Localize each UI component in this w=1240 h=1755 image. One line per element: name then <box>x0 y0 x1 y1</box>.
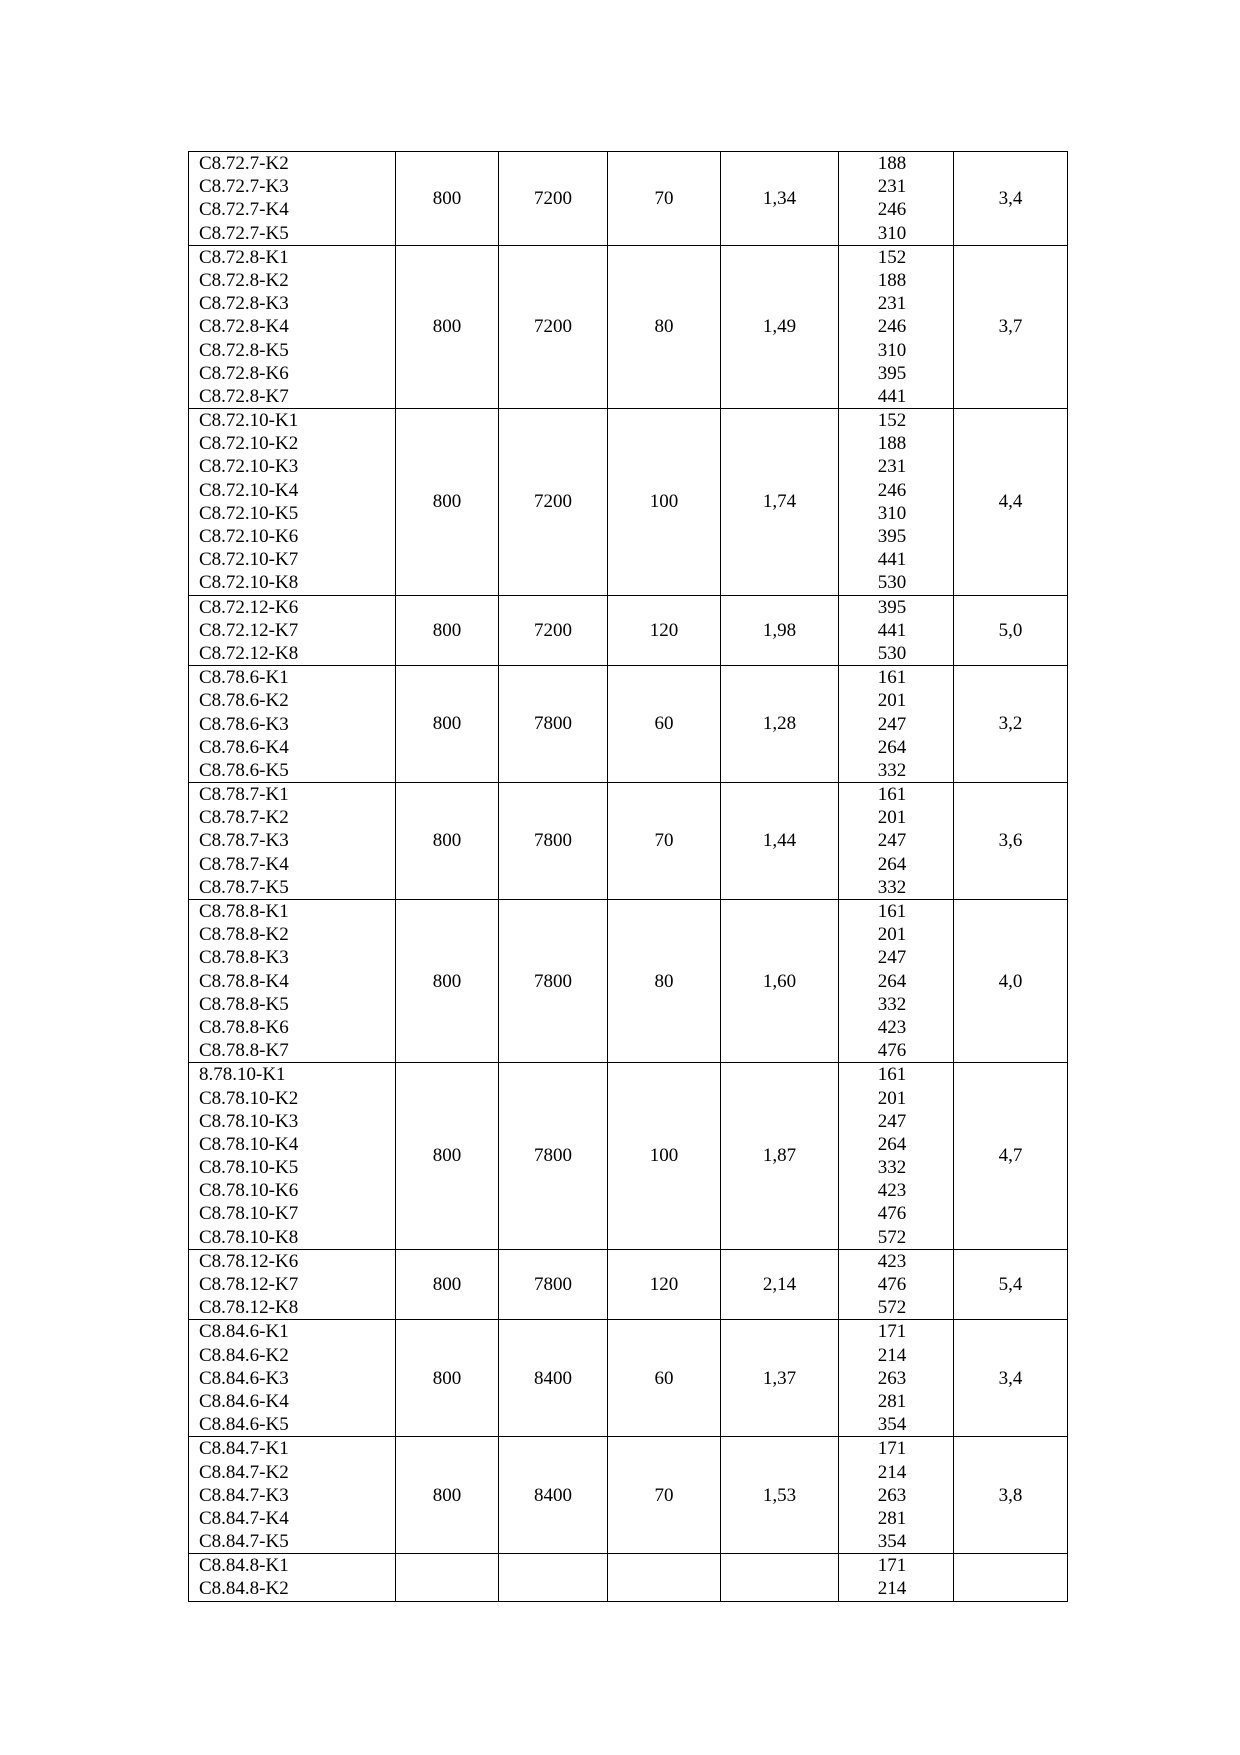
load-value: 161 <box>877 667 907 689</box>
load-value: 171 <box>877 1321 907 1343</box>
cell-value-c: 70 <box>608 1437 721 1554</box>
cell-mark-codes <box>189 1554 396 1601</box>
mark-code: C8.78.12-K8 <box>199 1297 299 1319</box>
load-value: 214 <box>877 1578 907 1600</box>
cell-value-d: 2,14 <box>721 1249 839 1320</box>
cell-value-c: 120 <box>608 595 721 666</box>
mark-code: C8.72.8-K7 <box>199 385 289 407</box>
table-row <box>189 152 1068 246</box>
mark-code: C8.78.7-K5 <box>199 876 289 898</box>
load-value: 247 <box>877 1110 907 1132</box>
mark-code: C8.84.6-K2 <box>199 1344 289 1366</box>
load-value: 171 <box>877 1555 907 1577</box>
cell-value-a: 800 <box>396 1437 499 1554</box>
cell-value-d: 1,44 <box>721 783 839 900</box>
load-value: 264 <box>877 736 907 758</box>
mark-code: C8.78.8-K4 <box>199 970 289 992</box>
load-value: 246 <box>877 199 907 221</box>
load-value: 188 <box>877 269 907 291</box>
cell-value-e: 4,7 <box>954 1063 1068 1250</box>
cell-value-e: 3,8 <box>954 1437 1068 1554</box>
cell-loads <box>839 1554 954 1601</box>
mark-code: C8.78.6-K3 <box>199 713 289 735</box>
table-row <box>189 1554 1068 1601</box>
mark-code: C8.78.10-K5 <box>199 1157 299 1179</box>
mark-code: C8.78.8-K7 <box>199 1040 289 1062</box>
load-value: 263 <box>877 1367 907 1389</box>
cell-mark-codes <box>189 1320 396 1437</box>
load-value: 530 <box>877 572 907 594</box>
load-value: 201 <box>877 807 907 829</box>
load-value: 310 <box>877 222 907 244</box>
mark-code: C8.72.10-K5 <box>199 502 299 524</box>
mark-code: C8.78.8-K3 <box>199 947 289 969</box>
load-value: 441 <box>877 619 907 641</box>
mark-code: C8.78.8-K1 <box>199 901 289 922</box>
cell-mark-codes <box>189 1437 396 1554</box>
mark-code: C8.78.8-K2 <box>199 924 289 946</box>
cell-loads <box>839 595 954 666</box>
table-row <box>189 783 1068 900</box>
cell-value-c <box>608 1554 721 1601</box>
cell-value-a: 800 <box>396 666 499 783</box>
cell-mark-codes <box>189 900 396 1063</box>
cell-mark-codes <box>189 1249 396 1320</box>
mark-code: C8.72.8-K5 <box>199 339 289 361</box>
load-value: 171 <box>877 1438 907 1460</box>
cell-value-a: 800 <box>396 152 499 246</box>
load-value: 214 <box>877 1461 907 1483</box>
table-body <box>189 152 1068 1602</box>
cell-value-d: 1,49 <box>721 245 839 408</box>
cell-mark-codes <box>189 1063 396 1250</box>
mark-code: C8.72.7-K3 <box>199 176 289 198</box>
load-value: 423 <box>877 1016 907 1038</box>
cell-loads <box>839 245 954 408</box>
load-value: 530 <box>877 642 907 664</box>
mark-code: C8.78.7-K3 <box>199 830 289 852</box>
load-value: 310 <box>877 502 907 524</box>
cell-value-b: 7200 <box>499 245 608 408</box>
cell-value-e: 4,0 <box>954 900 1068 1063</box>
cell-value-b: 7800 <box>499 900 608 1063</box>
cell-value-c: 60 <box>608 666 721 783</box>
mark-code: C8.72.8-K6 <box>199 362 289 384</box>
mark-code: C8.78.6-K1 <box>199 667 289 689</box>
load-value: 476 <box>877 1203 907 1225</box>
cell-value-b: 7800 <box>499 783 608 900</box>
cell-value-a: 800 <box>396 783 499 900</box>
mark-code: C8.78.12-K6 <box>199 1250 299 1272</box>
load-value: 247 <box>877 830 907 852</box>
cell-value-e: 5,4 <box>954 1249 1068 1320</box>
cell-value-a: 800 <box>396 409 499 596</box>
mark-code: C8.84.6-K4 <box>199 1390 289 1412</box>
cell-value-c: 60 <box>608 1320 721 1437</box>
mark-code: C8.84.6-K3 <box>199 1367 289 1389</box>
load-value: 423 <box>877 1250 907 1272</box>
load-value: 231 <box>877 293 907 315</box>
mark-code: C8.72.10-K6 <box>199 526 299 547</box>
mark-code: C8.72.8-K2 <box>199 269 289 291</box>
cell-value-b <box>499 1554 608 1601</box>
load-value: 572 <box>877 1226 907 1248</box>
cell-value-a: 800 <box>396 1249 499 1320</box>
mark-code: C8.84.7-K5 <box>199 1531 289 1553</box>
table-row <box>189 1249 1068 1320</box>
load-value: 152 <box>877 410 907 432</box>
mark-code: C8.78.8-K5 <box>199 993 289 1015</box>
load-value: 441 <box>877 549 907 571</box>
cell-mark-codes <box>189 409 396 596</box>
cell-value-b: 8400 <box>499 1320 608 1437</box>
cell-value-d: 1,53 <box>721 1437 839 1554</box>
table-row <box>189 1437 1068 1554</box>
table-row <box>189 245 1068 408</box>
load-value: 246 <box>877 479 907 501</box>
cell-value-d: 1,34 <box>721 152 839 246</box>
mark-code: C8.78.10-K4 <box>199 1133 299 1155</box>
mark-code: C8.78.10-K8 <box>199 1226 299 1248</box>
cell-value-c: 100 <box>608 1063 721 1250</box>
cell-value-b: 7800 <box>499 666 608 783</box>
load-value: 152 <box>877 246 907 268</box>
cell-value-e <box>954 1554 1068 1601</box>
mark-code: C8.78.10-K3 <box>199 1110 299 1132</box>
load-value: 201 <box>877 690 907 712</box>
load-value: 423 <box>877 1180 907 1202</box>
load-value: 264 <box>877 1133 907 1155</box>
cell-loads <box>839 783 954 900</box>
table-row <box>189 409 1068 596</box>
load-value: 201 <box>877 924 907 946</box>
load-value: 188 <box>877 153 907 174</box>
cell-value-a: 800 <box>396 1320 499 1437</box>
mark-code: C8.78.6-K2 <box>199 690 289 712</box>
table-row <box>189 1320 1068 1437</box>
cell-value-b: 7800 <box>499 1063 608 1250</box>
load-value: 263 <box>877 1484 907 1506</box>
load-value: 332 <box>877 876 907 898</box>
cell-value-e: 3,7 <box>954 245 1068 408</box>
mark-code: C8.72.12-K8 <box>199 642 299 664</box>
cell-value-c: 70 <box>608 783 721 900</box>
cell-loads <box>839 1249 954 1320</box>
cell-value-d: 1,74 <box>721 409 839 596</box>
mark-code: C8.78.10-K6 <box>199 1180 299 1202</box>
mark-code: C8.84.7-K3 <box>199 1484 289 1506</box>
mark-code: C8.78.8-K6 <box>199 1016 289 1038</box>
cell-value-c: 80 <box>608 900 721 1063</box>
mark-code: C8.72.8-K1 <box>199 246 289 268</box>
cell-value-a <box>396 1554 499 1601</box>
mark-code: C8.72.10-K7 <box>199 549 299 571</box>
mark-code: C8.72.10-K8 <box>199 572 299 594</box>
cell-value-d: 1,28 <box>721 666 839 783</box>
load-value: 161 <box>877 1064 907 1086</box>
load-value: 354 <box>877 1414 907 1436</box>
mark-code: C8.84.7-K1 <box>199 1438 289 1460</box>
mark-code: C8.72.7-K5 <box>199 222 289 244</box>
load-value: 281 <box>877 1390 907 1412</box>
load-value: 231 <box>877 456 907 478</box>
load-value: 161 <box>877 784 907 806</box>
cell-mark-codes <box>189 152 396 246</box>
cell-value-e: 5,0 <box>954 595 1068 666</box>
mark-code: C8.72.10-K3 <box>199 456 299 478</box>
cell-value-e: 3,4 <box>954 1320 1068 1437</box>
mark-code: C8.78.10-K2 <box>199 1087 299 1109</box>
load-value: 161 <box>877 901 907 922</box>
cell-mark-codes <box>189 595 396 666</box>
mark-code: C8.84.6-K1 <box>199 1321 289 1343</box>
cell-value-c: 70 <box>608 152 721 246</box>
cell-value-a: 800 <box>396 900 499 1063</box>
cell-value-e: 4,4 <box>954 409 1068 596</box>
load-value: 310 <box>877 339 907 361</box>
load-value: 231 <box>877 176 907 198</box>
mark-code: C8.72.7-K2 <box>199 153 289 174</box>
cell-loads <box>839 666 954 783</box>
cell-value-d: 1,98 <box>721 595 839 666</box>
cell-loads <box>839 900 954 1063</box>
table-row <box>189 595 1068 666</box>
mark-code: C8.84.8-K1 <box>199 1555 289 1577</box>
mark-code: C8.78.6-K5 <box>199 759 289 781</box>
mark-code: C8.84.6-K5 <box>199 1414 289 1436</box>
cell-value-b: 7800 <box>499 1249 608 1320</box>
mark-code: C8.78.7-K1 <box>199 784 289 806</box>
cell-value-e: 3,2 <box>954 666 1068 783</box>
load-value: 247 <box>877 713 907 735</box>
load-value: 332 <box>877 759 907 781</box>
mark-code: C8.72.7-K4 <box>199 199 289 221</box>
load-value: 247 <box>877 947 907 969</box>
mark-code: C8.78.7-K2 <box>199 807 289 829</box>
load-value: 441 <box>877 385 907 407</box>
load-value: 395 <box>877 526 907 547</box>
cell-loads <box>839 152 954 246</box>
cell-value-a: 800 <box>396 595 499 666</box>
cell-loads <box>839 1063 954 1250</box>
mark-code: C8.84.7-K2 <box>199 1461 289 1483</box>
cell-value-b: 7200 <box>499 595 608 666</box>
cell-value-d: 1,37 <box>721 1320 839 1437</box>
load-value: 395 <box>877 596 907 618</box>
cell-value-e: 3,4 <box>954 152 1068 246</box>
load-value: 281 <box>877 1507 907 1529</box>
mark-code: C8.84.7-K4 <box>199 1507 289 1529</box>
mark-code: C8.78.12-K7 <box>199 1274 299 1295</box>
load-value: 332 <box>877 993 907 1015</box>
cell-value-d: 1,87 <box>721 1063 839 1250</box>
load-value: 476 <box>877 1274 907 1295</box>
mark-code: C8.72.12-K6 <box>199 596 299 618</box>
cell-value-e: 3,6 <box>954 783 1068 900</box>
load-value: 354 <box>877 1531 907 1553</box>
cell-value-b: 8400 <box>499 1437 608 1554</box>
cell-value-d: 1,60 <box>721 900 839 1063</box>
load-value: 264 <box>877 853 907 875</box>
mark-code: C8.84.8-K2 <box>199 1578 289 1600</box>
mark-code: C8.72.8-K4 <box>199 316 289 338</box>
cell-value-c: 80 <box>608 245 721 408</box>
cell-value-d <box>721 1554 839 1601</box>
cell-value-a: 800 <box>396 245 499 408</box>
mark-code: C8.72.8-K3 <box>199 293 289 315</box>
load-value: 188 <box>877 433 907 455</box>
load-value: 476 <box>877 1040 907 1062</box>
load-value: 264 <box>877 970 907 992</box>
cell-loads <box>839 1437 954 1554</box>
cell-value-b: 7200 <box>499 152 608 246</box>
load-value: 572 <box>877 1297 907 1319</box>
mark-code: C8.72.10-K2 <box>199 433 299 455</box>
cell-mark-codes <box>189 245 396 408</box>
mark-code: C8.72.10-K1 <box>199 410 299 432</box>
load-value: 395 <box>877 362 907 384</box>
mark-code: C8.78.6-K4 <box>199 736 289 758</box>
mark-code: C8.78.7-K4 <box>199 853 289 875</box>
cell-mark-codes <box>189 783 396 900</box>
mark-code: 8.78.10-K1 <box>199 1064 286 1086</box>
mark-code: C8.78.10-K7 <box>199 1203 299 1225</box>
table-row <box>189 900 1068 1063</box>
cell-loads <box>839 1320 954 1437</box>
cell-value-a: 800 <box>396 1063 499 1250</box>
data-table <box>188 151 1068 1602</box>
cell-value-c: 120 <box>608 1249 721 1320</box>
load-value: 332 <box>877 1157 907 1179</box>
cell-loads <box>839 409 954 596</box>
mark-code: C8.72.10-K4 <box>199 479 299 501</box>
load-value: 214 <box>877 1344 907 1366</box>
load-value: 201 <box>877 1087 907 1109</box>
cell-mark-codes <box>189 666 396 783</box>
load-value: 246 <box>877 316 907 338</box>
table-row <box>189 666 1068 783</box>
cell-value-b: 7200 <box>499 409 608 596</box>
mark-code: C8.72.12-K7 <box>199 619 299 641</box>
cell-value-c: 100 <box>608 409 721 596</box>
table-row <box>189 1063 1068 1250</box>
